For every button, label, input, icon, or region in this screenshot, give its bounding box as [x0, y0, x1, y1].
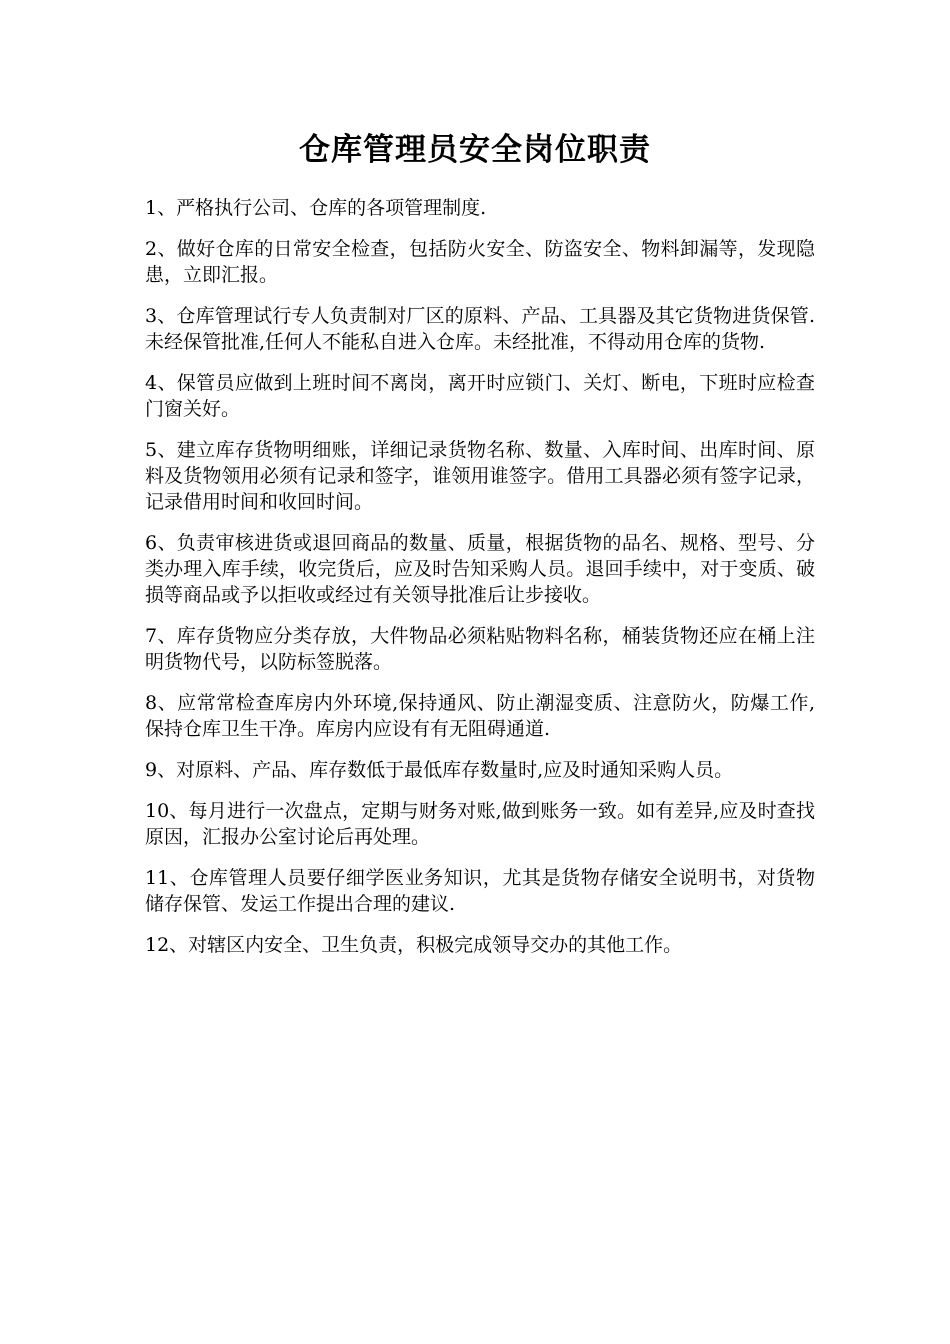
duty-item-1: 1、严格执行公司、仓库的各项管理制度. — [145, 197, 487, 219]
duty-item-10: 10、每月进行一次盘点，定期与财务对账,做到账务一致。如有差异,应及时查找原因，汇报办公室讨论后再处理。 — [145, 800, 815, 848]
duty-item-12: 12、对辖区内安全、卫生负责，积极完成领导交办的其他工作。 — [145, 934, 683, 956]
duty-item-11: 11、仓库管理人员要仔细学医业务知识，尤其是货物存储安全说明书，对货物储存保管、发运工作提出合理的建议. — [145, 867, 815, 915]
duty-list — [145, 195, 815, 973]
duty-item-3: 3、仓库管理试行专人负责制对厂区的原料、产品、工具器及其它货物进货保管.未经保管批准,任何人不能私自进入仓库。未经批准，不得动用仓库的货物. — [145, 305, 815, 353]
document-title: 仓库管理员安全岗位职责 — [299, 132, 651, 168]
duty-item-6: 6、负责审核进货或退回商品的数量、质量，根据货物的品名、规格、型号、分类办理入库手续，收完货后，应及时告知采购人员。退回手续中，对于变质、破损等商品或予以拒收或经过有关领导批准后让步接收。 — [145, 532, 815, 606]
duty-item-2: 2、做好仓库的日常安全检查，包括防火安全、防盗安全、物料卸漏等，发现隐患，立即汇报。 — [145, 238, 815, 286]
duty-item-8: 8、应常常检查库房内外环境,保持通风、防止潮湿变质、注意防火，防爆工作,保持仓库卫生干净。库房内应设有有无阻碍通道. — [145, 692, 815, 740]
duty-item-4: 4、保管员应做到上班时间不离岗，离开时应锁门、关灯、断电，下班时应检查门窗关好。 — [145, 372, 815, 420]
duty-item-9: 9、对原料、产品、库存数低于最低库存数量时,应及时通知采购人员。 — [145, 759, 734, 781]
duty-item-5: 5、建立库存货物明细账，详细记录货物名称、数量、入库时间、出库时间、原料及货物领用必须有记录和签字，谁领用谁签字。借用工具器必须有签字记录，记录借用时间和收回时间。 — [145, 439, 815, 513]
duty-item-7: 7、库存货物应分类存放，大件物品必须粘贴物料名称，桶装货物还应在桶上注明货物代号，以防标签脱落。 — [145, 625, 815, 673]
